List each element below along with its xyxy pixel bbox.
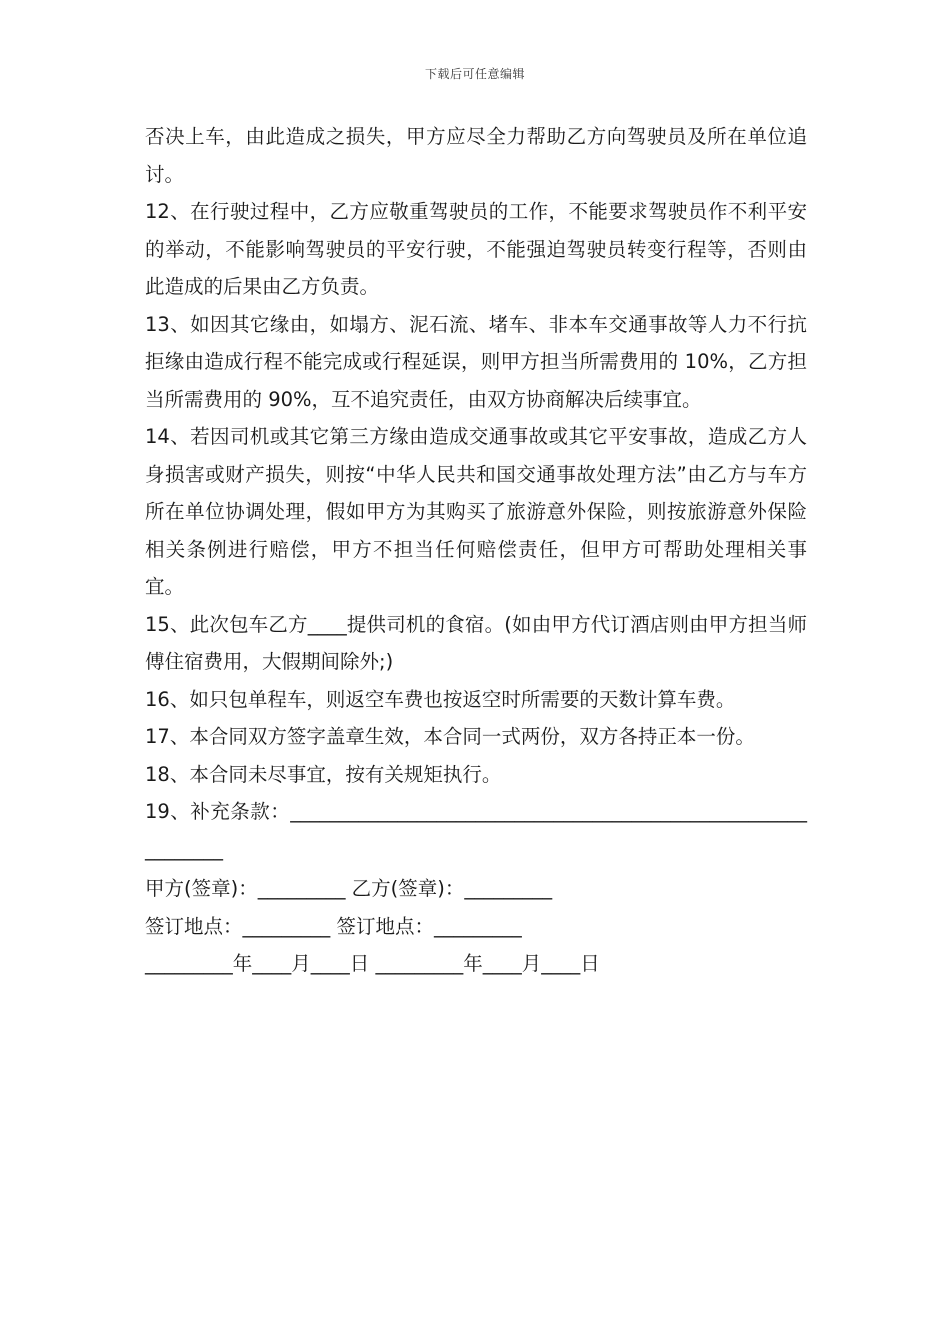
signing-places: 签订地点：_________ 签订地点：_________	[145, 914, 522, 938]
contract-body	[145, 118, 807, 983]
party-signatures: 甲方(签章)：_________ 乙方(签章)：_________	[145, 877, 553, 900]
clause-16: 16、如只包单程车，则返空车费也按返空时所需要的天数计算车费。	[145, 687, 736, 711]
clause-18: 18、本合同未尽事宜，按有关规矩执行。	[145, 762, 502, 786]
signature-block	[145, 870, 807, 983]
clause-15: 15、此次包车乙方____提供司机的食宿。(如由甲方代订酒店则由甲方担当师傅住宿费用，大假期间除外;)	[145, 612, 807, 673]
clause-17: 17、本合同双方签字盖章生效，本合同一式两份，双方各持正本一份。	[145, 725, 755, 748]
clause-continuation: 否决上车，由此造成之损失，甲方应尽全力帮助乙方向驾驶员及所在单位追讨。	[145, 125, 807, 186]
clause-13: 13、如因其它缘由，如塌方、泥石流、堵车、非本车交通事故等人力不行抗拒缘由造成行程不能完成或行程延误，则甲方担当所需费用的 10%，乙方担当所需费用的 90%，互不追究责任，由双方协商解决后续事宜。	[145, 312, 807, 411]
clause-12: 12、在行驶过程中，乙方应敬重驾驶员的工作，不能要求驾驶员作不利平安的举动，不能影响驾驶员的平安行驶，不能强迫驾驶员转变行程等，否则由此造成的后果由乙方负责。	[145, 200, 807, 298]
page-header: 下载后可任意编辑	[424, 67, 525, 81]
signing-dates: _________年____月____日 _________年____月____日	[145, 952, 600, 975]
clause-19: 19、补充条款：_____________________________________________________________	[145, 800, 807, 861]
clause-14: 14、若因司机或其它第三方缘由造成交通事故或其它平安事故，造成乙方人身损害或财产损失，则按“中华人民共和国交通事故处理方法”由乙方与车方所在单位协调处理，假如甲方为其购买了旅游意外保险，则按旅游意外保险相关条例进行赔偿，甲方不担当任何赔偿责任，但甲方可帮助处理相关事宜。	[145, 425, 807, 598]
